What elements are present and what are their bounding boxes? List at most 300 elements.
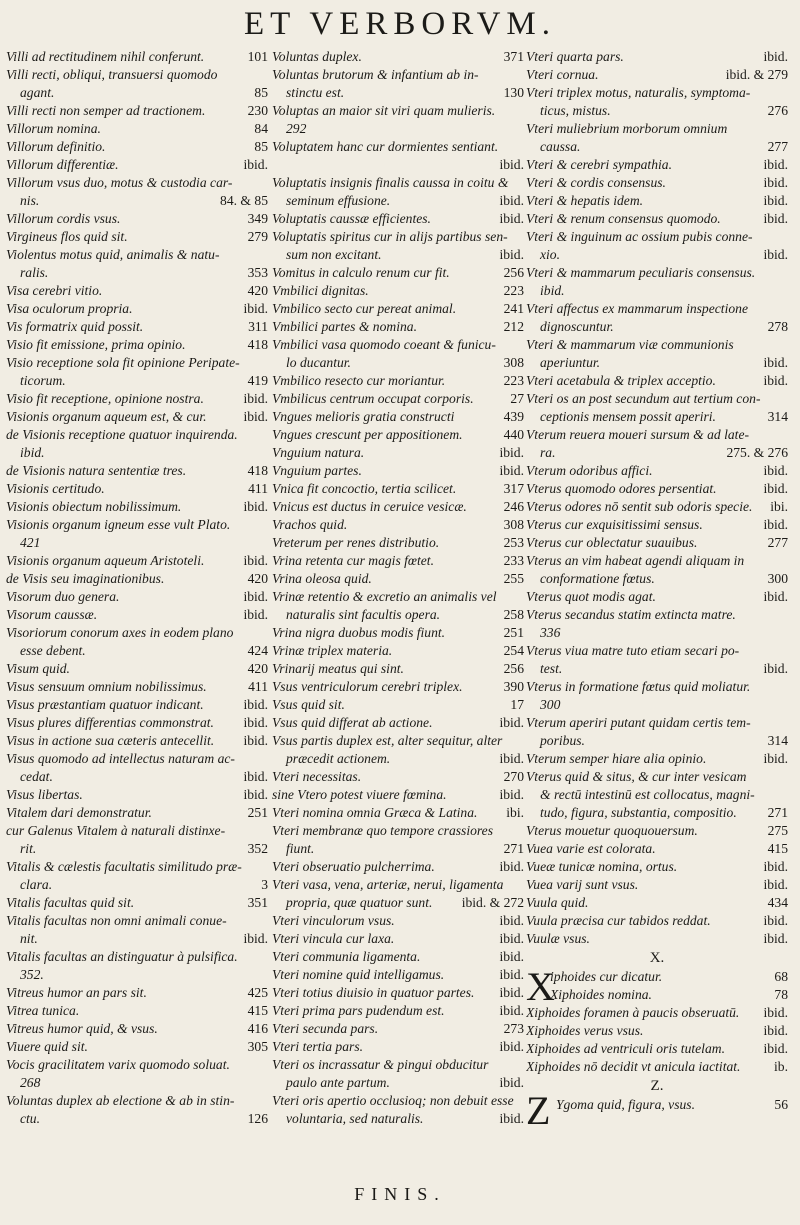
index-entry xyxy=(272,732,524,750)
entry-page: 276 xyxy=(767,103,788,118)
index-column-1 xyxy=(6,48,268,1178)
entry-page: 85 xyxy=(254,139,268,154)
entry-page: ibid. xyxy=(499,859,524,874)
entry-page: 419 xyxy=(247,373,268,388)
index-entry xyxy=(272,318,524,336)
index-columns xyxy=(6,48,796,1178)
entry-page: 353 xyxy=(247,265,268,280)
index-entry xyxy=(272,1092,524,1110)
entry-term: sine Vtero potest viuere fœmina. xyxy=(272,787,447,802)
entry-page: 275. & 276 xyxy=(726,445,788,460)
entry-term: Ygoma quid, figura, vsus. xyxy=(556,1097,695,1112)
index-entry xyxy=(272,138,524,156)
entry-term: Vnicus est ductus in ceruice vesicæ. xyxy=(272,499,467,514)
entry-page: 305 xyxy=(247,1039,268,1054)
entry-term: Visorum duo genera. xyxy=(6,589,120,604)
entry-page: ibid. xyxy=(243,589,268,604)
index-entry xyxy=(272,858,524,876)
index-entry xyxy=(526,768,788,786)
entry-page: 223 xyxy=(503,373,524,388)
index-entry xyxy=(6,318,268,336)
entry-page: ibid. xyxy=(243,769,268,784)
entry-term: Vteri nomina omnia Græca & Latina. xyxy=(272,805,478,820)
entry-term: Vnguium partes. xyxy=(272,463,362,478)
index-column-3 xyxy=(526,48,788,1178)
index-entry xyxy=(272,498,524,516)
entry-page: 84. & 85 xyxy=(220,193,268,208)
entry-term: Voluptatis spiritus cur in alijs partibus sen- xyxy=(272,229,508,244)
entry-page: 420 xyxy=(247,283,268,298)
index-entry xyxy=(526,138,788,156)
entry-term: 292 xyxy=(286,121,307,136)
entry-page: ibid. xyxy=(499,1075,524,1090)
entry-page: 233 xyxy=(503,553,524,568)
index-entry xyxy=(272,408,524,426)
index-entry xyxy=(526,968,788,986)
entry-term: Vterum semper hiare alia opinio. xyxy=(526,751,707,766)
index-entry xyxy=(526,534,788,552)
page-footer: FINIS. xyxy=(354,1184,446,1204)
entry-term: test. xyxy=(540,661,563,676)
entry-page: ibid. xyxy=(499,157,524,172)
index-entry xyxy=(272,174,524,192)
entry-term: seminum effusione. xyxy=(286,193,391,208)
entry-term: ibid. xyxy=(20,445,45,460)
entry-term: aperiuntur. xyxy=(540,355,601,370)
entry-term: Viuere quid sit. xyxy=(6,1039,88,1054)
entry-term: Villorum differentiæ. xyxy=(6,157,119,172)
entry-page: 411 xyxy=(248,679,268,694)
entry-term: Vteri vinculorum vsus. xyxy=(272,913,395,928)
entry-page: 440 xyxy=(503,427,524,442)
entry-term: xio. xyxy=(540,247,561,262)
index-entry xyxy=(526,444,788,462)
entry-term: Vmbilicus centrum occupat corporis. xyxy=(272,391,474,406)
entry-term: Voluptatis caussæ efficientes. xyxy=(272,211,431,226)
entry-page: ibid. xyxy=(243,409,268,424)
entry-term: Villorum vsus duo, motus & custodia car- xyxy=(6,175,233,190)
entry-term: ra. xyxy=(540,445,556,460)
entry-page: ibi. xyxy=(770,499,788,514)
entry-page: ibid. xyxy=(499,751,524,766)
index-entry xyxy=(526,390,788,408)
entry-page: 251 xyxy=(247,805,268,820)
index-entry xyxy=(526,462,788,480)
index-entry xyxy=(526,858,788,876)
index-entry xyxy=(526,336,788,354)
entry-term: Visorum caussæ. xyxy=(6,607,98,622)
entry-page: 415 xyxy=(767,841,788,856)
entry-term: Vteri obseruatio pulcherrima. xyxy=(272,859,435,874)
entry-term: Xiphoides ad ventriculi oris tutelam. xyxy=(526,1041,725,1056)
section-heading-x: X. xyxy=(649,950,665,966)
entry-term: Voluptatis insignis finalis caussa in coitu & xyxy=(272,175,509,190)
index-entry xyxy=(272,462,524,480)
x-lead-entries xyxy=(526,964,788,1009)
entry-page: 254 xyxy=(503,643,524,658)
index-entry xyxy=(6,192,268,210)
entry-term: propria, quæ quatuor sunt. xyxy=(286,895,433,910)
index-entry xyxy=(272,300,524,318)
index-entry xyxy=(272,912,524,930)
index-entry xyxy=(272,876,524,894)
index-entry xyxy=(272,192,524,210)
entry-page: ibid. xyxy=(763,211,788,226)
entry-term: Vteri quarta pars. xyxy=(526,49,624,64)
entry-term: clara. xyxy=(20,877,53,892)
index-entry xyxy=(526,282,788,300)
index-entry xyxy=(526,426,788,444)
entry-term: Voluntas brutorum & infantium ab in- xyxy=(272,67,479,82)
index-entry xyxy=(6,1074,268,1092)
entry-term: 421 xyxy=(20,535,41,550)
index-entry xyxy=(272,894,524,912)
entry-term: Vteri prima pars pudendum est. xyxy=(272,1003,445,1018)
index-entries-v xyxy=(526,48,788,948)
entry-term: Vterus secandus statim extincta matre. xyxy=(526,607,736,622)
entry-term: Vis formatrix quid possit. xyxy=(6,319,144,334)
entry-term: Visa oculorum propria. xyxy=(6,301,133,316)
entry-page: ibid. & 279 xyxy=(725,67,788,82)
entry-term: Vomitus in calculo renum cur fit. xyxy=(272,265,450,280)
entry-term: Vueæ tunicæ nomina, ortus. xyxy=(526,859,678,874)
index-entry xyxy=(526,84,788,102)
entry-term: Visa cerebri vitio. xyxy=(6,283,103,298)
index-entry xyxy=(272,1056,524,1074)
index-entry xyxy=(272,822,524,840)
index-entry xyxy=(6,264,268,282)
entry-term: de Visis seu imaginationibus. xyxy=(6,571,165,586)
index-entry xyxy=(272,480,524,498)
entry-term: Vteri communia ligamenta. xyxy=(272,949,421,964)
index-entry xyxy=(272,786,524,804)
entry-term: Vuulæ vsus. xyxy=(526,931,590,946)
index-entry xyxy=(526,174,788,192)
entry-term: Vsus quid sit. xyxy=(272,697,345,712)
entry-page: ibid. xyxy=(243,715,268,730)
entry-page: ibid. xyxy=(499,463,524,478)
index-entry xyxy=(272,768,524,786)
index-entry xyxy=(6,390,268,408)
entry-term: ctu. xyxy=(20,1111,41,1126)
entry-term: Vteri totius diuisio in quatuor partes. xyxy=(272,985,475,1000)
index-entry xyxy=(526,498,788,516)
entry-page: ibid. xyxy=(499,931,524,946)
initial-letter-z: Z xyxy=(526,1088,551,1133)
index-entry xyxy=(6,570,268,588)
index-entry xyxy=(272,444,524,462)
entry-term: ibid. xyxy=(540,283,565,298)
index-entry xyxy=(6,462,268,480)
entry-term: Vmbilici partes & nomina. xyxy=(272,319,417,334)
entry-term: Vrachos quid. xyxy=(272,517,348,532)
entry-page: 424 xyxy=(247,643,268,658)
entry-term: Vmbilici dignitas. xyxy=(272,283,369,298)
index-entry xyxy=(6,354,268,372)
index-entry xyxy=(6,1110,268,1128)
entry-page: ibid. xyxy=(763,913,788,928)
entry-term: paulo ante partum. xyxy=(286,1075,390,1090)
index-entry xyxy=(6,912,268,930)
entry-page: ibid. xyxy=(243,499,268,514)
entry-page: ibid. xyxy=(763,247,788,262)
index-entry xyxy=(272,120,524,138)
index-entry xyxy=(6,966,268,984)
entry-page: ibid. xyxy=(499,1003,524,1018)
entry-page: ibid. xyxy=(763,355,788,370)
entry-term: Xiphoides nomina. xyxy=(550,987,652,1002)
entry-page: ibid. xyxy=(499,193,524,208)
entry-term: esse debent. xyxy=(20,643,86,658)
entry-term: Vocis gracilitatem varix quomodo soluat. xyxy=(6,1057,230,1072)
index-entry xyxy=(6,372,268,390)
index-entry xyxy=(272,336,524,354)
index-entry xyxy=(272,588,524,606)
index-entry xyxy=(272,624,524,642)
entry-page: 101 xyxy=(247,49,268,64)
entry-term: Vitrea tunica. xyxy=(6,1003,80,1018)
index-entry xyxy=(526,570,788,588)
entry-term: Vteri vasa, vena, arteriæ, nerui, ligamenta xyxy=(272,877,504,892)
entry-term: Xiphoides nō decidit vt anicula iactitat. xyxy=(526,1059,741,1074)
entry-term: ticus, mistus. xyxy=(540,103,611,118)
index-entry xyxy=(6,714,268,732)
entry-page: ibid. xyxy=(243,157,268,172)
entry-page: 251 xyxy=(503,625,524,640)
entry-term: Visus libertas. xyxy=(6,787,83,802)
index-entry xyxy=(526,48,788,66)
entry-term: Vteri secunda pars. xyxy=(272,1021,379,1036)
index-entry xyxy=(6,948,268,966)
entry-page: 84 xyxy=(254,121,268,136)
index-entry xyxy=(526,354,788,372)
index-entry xyxy=(526,156,788,174)
index-entry xyxy=(526,732,788,750)
entry-term: agant. xyxy=(20,85,55,100)
index-entry xyxy=(272,966,524,984)
index-entry xyxy=(526,840,788,858)
index-entry xyxy=(526,1004,788,1022)
entry-term: Vrina oleosa quid. xyxy=(272,571,372,586)
index-entry xyxy=(6,480,268,498)
entry-term: Vterus viua matre tuto etiam secari po- xyxy=(526,643,740,658)
index-entry xyxy=(6,516,268,534)
index-entry xyxy=(6,858,268,876)
entry-page: 253 xyxy=(503,535,524,550)
entry-term: Vmbilico resecto cur moriantur. xyxy=(272,373,446,388)
entry-page: 271 xyxy=(767,805,788,820)
entry-term: Vteri os incrassatur & pingui obducitur xyxy=(272,1057,489,1072)
index-entry xyxy=(6,642,268,660)
entry-page: 85 xyxy=(254,85,268,100)
entry-page: ibid. xyxy=(243,787,268,802)
index-entry xyxy=(526,822,788,840)
index-entry xyxy=(6,408,268,426)
entry-page: 223 xyxy=(503,283,524,298)
entry-term: Vitreus humor an pars sit. xyxy=(6,985,147,1000)
entry-page: ibid. xyxy=(763,1041,788,1056)
index-entry xyxy=(6,138,268,156)
entry-page: 439 xyxy=(503,409,524,424)
entry-term: nis. xyxy=(20,193,40,208)
entry-term: præcedit actionem. xyxy=(286,751,391,766)
index-entry xyxy=(526,786,788,804)
entry-term: Vteri & cerebri sympathia. xyxy=(526,157,672,172)
index-entry xyxy=(526,66,788,84)
entry-page: 56 xyxy=(774,1097,788,1112)
entry-term: Violentus motus quid, animalis & natu- xyxy=(6,247,220,262)
index-entry xyxy=(526,696,788,714)
entry-term: Villi recti non semper ad tractionem. xyxy=(6,103,206,118)
entry-term: Vteri membranæ quo tempore crassiores xyxy=(272,823,494,838)
entry-term: ticorum. xyxy=(20,373,66,388)
entry-term: de Visionis natura sententiæ tres. xyxy=(6,463,187,478)
index-entry xyxy=(6,822,268,840)
entry-page: ibid. xyxy=(499,445,524,460)
entry-term: stinctu est. xyxy=(286,85,345,100)
entry-term: sum non excitant. xyxy=(286,247,382,262)
index-entry xyxy=(272,1110,524,1128)
entry-term: voluntaria, sed naturalis. xyxy=(286,1111,424,1126)
index-entry xyxy=(526,246,788,264)
entry-page: 126 xyxy=(247,1111,268,1126)
entry-term: Vterus cur exquisitissimi sensus. xyxy=(526,517,703,532)
entry-page: ibid. xyxy=(763,1005,788,1020)
entry-term: Vteri & inguinum ac ossium pubis conne- xyxy=(526,229,753,244)
entry-term: Visio receptione sola fit opinione Peripate- xyxy=(6,355,240,370)
entry-page: 275 xyxy=(767,823,788,838)
index-entry xyxy=(6,894,268,912)
index-entry xyxy=(526,228,788,246)
entry-term: Vteri os an post secundum aut tertium con- xyxy=(526,391,761,406)
entry-page: 277 xyxy=(767,535,788,550)
entry-page: 420 xyxy=(247,571,268,586)
index-entry xyxy=(6,156,268,174)
entry-page: ibid. xyxy=(499,787,524,802)
entry-term: Vrinæ triplex materia. xyxy=(272,643,393,658)
entry-term: Vterum aperiri putant quidam certis tem- xyxy=(526,715,751,730)
entry-term: Visionis obiectum nobilissimum. xyxy=(6,499,182,514)
entry-page: ibid. xyxy=(499,247,524,262)
entry-term: lo ducantur. xyxy=(286,355,351,370)
entry-term: Voluntas duplex. xyxy=(272,49,362,64)
index-entry xyxy=(526,986,788,1004)
index-entry xyxy=(6,534,268,552)
index-entry xyxy=(6,1038,268,1056)
entry-term: Villi recti, obliqui, transuersi quomodo xyxy=(6,67,218,82)
index-entry xyxy=(6,732,268,750)
entry-page: ibid. xyxy=(243,553,268,568)
index-entry xyxy=(272,804,524,822)
index-entry xyxy=(272,102,524,120)
index-entry xyxy=(526,624,788,642)
index-entry xyxy=(6,1020,268,1038)
entry-page: 390 xyxy=(503,679,524,694)
index-entry xyxy=(6,624,268,642)
index-entry xyxy=(272,660,524,678)
entry-term: Vmbilici vasa quomodo coeant & funicu- xyxy=(272,337,496,352)
index-entry xyxy=(6,300,268,318)
entry-page: 411 xyxy=(248,481,268,496)
entry-term: & rectū intestinū est collocatus, magni- xyxy=(540,787,755,802)
entry-term: Vreterum per renes distributio. xyxy=(272,535,440,550)
entry-term: Vitreus humor quid, & vsus. xyxy=(6,1021,158,1036)
index-entry xyxy=(6,210,268,228)
entry-term: Vteri necessitas. xyxy=(272,769,362,784)
index-entry xyxy=(272,534,524,552)
entry-page: ibid. xyxy=(763,481,788,496)
entry-term: Vuea varij sunt vsus. xyxy=(526,877,639,892)
entry-page: 420 xyxy=(247,661,268,676)
entry-page: 255 xyxy=(503,571,524,586)
entry-term: Vteri & renum consensus quomodo. xyxy=(526,211,721,226)
entry-term: 300 xyxy=(540,697,561,712)
entry-page: ibid. xyxy=(763,589,788,604)
entry-page: 418 xyxy=(247,463,268,478)
entry-page: ibid. xyxy=(499,1039,524,1054)
index-entry xyxy=(6,678,268,696)
index-entry xyxy=(526,120,788,138)
entry-term: Vteri cornua. xyxy=(526,67,599,82)
index-entry xyxy=(6,588,268,606)
index-entry xyxy=(6,246,268,264)
index-entry xyxy=(526,480,788,498)
index-entry xyxy=(6,444,268,462)
index-entry xyxy=(6,552,268,570)
entry-page: 78 xyxy=(774,987,788,1002)
index-entry xyxy=(272,426,524,444)
index-entry xyxy=(526,1022,788,1040)
entry-term: tudo, figura, substantia, compositio. xyxy=(540,805,737,820)
index-entry xyxy=(6,84,268,102)
entry-page: ibid. xyxy=(243,391,268,406)
index-entry xyxy=(272,210,524,228)
index-entry xyxy=(6,48,268,66)
index-entry xyxy=(6,768,268,786)
entry-page: 256 xyxy=(503,661,524,676)
index-entry xyxy=(272,390,524,408)
entry-term: Vitalis facultas non omni animali conue- xyxy=(6,913,227,928)
index-entry xyxy=(272,84,524,102)
index-entry xyxy=(526,1040,788,1058)
index-entry xyxy=(526,606,788,624)
entry-term: poribus. xyxy=(540,733,585,748)
index-entry xyxy=(6,228,268,246)
entry-term: Vteri vincula cur laxa. xyxy=(272,931,395,946)
entry-term: Vsus quid differat ab actione. xyxy=(272,715,433,730)
entry-term: Vrina nigra duobus modis fiunt. xyxy=(272,625,446,640)
entry-term: Visionis certitudo. xyxy=(6,481,105,496)
entry-term: Villorum definitio. xyxy=(6,139,106,154)
index-entry xyxy=(526,912,788,930)
entry-term: Vterus in formatione fœtus quid moliatur. xyxy=(526,679,751,694)
entry-term: iphoides cur dicatur. xyxy=(550,969,663,984)
index-entry xyxy=(526,588,788,606)
index-entry xyxy=(272,354,524,372)
entry-term: Vuea varie est colorata. xyxy=(526,841,656,856)
entry-page: ibi. xyxy=(506,805,524,820)
index-entry xyxy=(526,876,788,894)
entry-page: 256 xyxy=(503,265,524,280)
index-entry xyxy=(272,714,524,732)
index-entry xyxy=(526,318,788,336)
index-entry xyxy=(6,930,268,948)
entry-page: ibid. xyxy=(763,373,788,388)
entry-page: ib. xyxy=(774,1059,788,1074)
index-entry xyxy=(272,1020,524,1038)
index-entry xyxy=(6,1056,268,1074)
entry-page: ibid. xyxy=(499,985,524,1000)
